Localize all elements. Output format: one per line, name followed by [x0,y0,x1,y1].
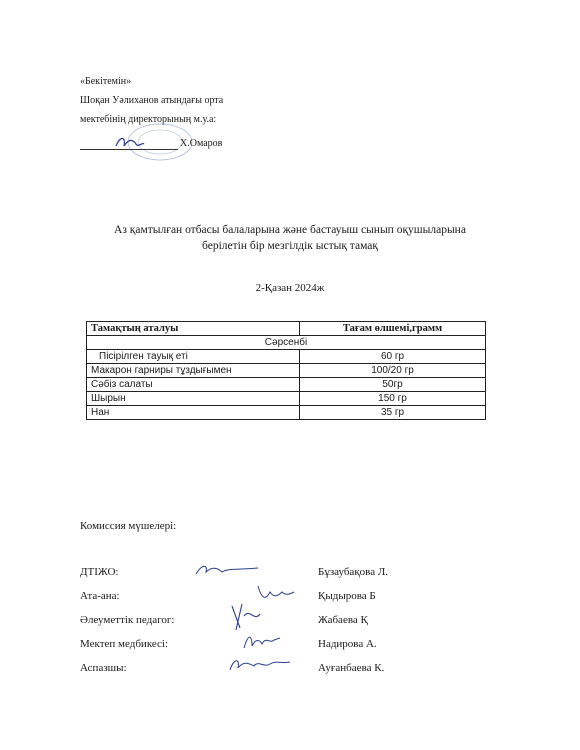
document-title-line2: берілетін бір мезгілдік ыстық тамақ [202,240,378,252]
member-name: Қыдырова Б [318,590,376,602]
handwritten-signature [240,630,310,652]
document-title-line1: Аз қамтылған отбасы балаларына және бастауыш сынып оқушыларына [114,224,466,236]
table-row [87,350,486,364]
table-row [87,406,486,420]
member-role: Мектеп медбикесі: [80,638,169,650]
member-name: Бұзаубақова Л. [318,566,389,578]
dish-portion: 35 гр [300,406,486,420]
signature-line [80,149,178,150]
member-role: Ата-ана: [80,590,120,602]
approval-signer: Х.Омаров [180,138,223,149]
member-role: Аспазшы: [80,662,127,674]
member-name: Жабаева Қ [318,614,368,626]
dish-name: Макарон гарниры тұздығымен [87,364,300,378]
commission-member [0,662,580,684]
approval-school: Шоқан Уәлиханов атындағы орта [80,95,224,106]
table-row [87,378,486,392]
handwritten-signature [226,602,296,632]
approval-heading: «Бекітемін» [80,76,132,87]
table-row [87,392,486,406]
table-header-row [87,322,486,336]
dish-name: Шырын [87,392,300,406]
handwritten-signature [192,558,262,580]
dish-portion: 100/20 гр [300,364,486,378]
dish-portion: 60 гр [300,350,486,364]
dish-name: Нан [87,406,300,420]
handwritten-signature [226,654,296,676]
menu-table [86,321,486,420]
dish-name: Пісірілген тауық еті [87,350,300,364]
member-name: Надирова А. [318,638,377,650]
dish-portion: 150 гр [300,392,486,406]
member-role: ДТІЖО: [80,566,119,578]
commission-heading: Комиссия мүшелері: [80,520,177,532]
document-date: 2-Қазан 2024ж [255,282,325,294]
table-row [87,364,486,378]
approval-position: мектебінің директорының м.у.а: [80,114,217,125]
day-label: Сәрсенбі [87,336,486,350]
column-header-portion: Тағам өлшемі,грамм [300,322,486,336]
dish-name: Сәбіз салаты [87,378,300,392]
table-day-row [87,336,486,350]
handwritten-signature [252,582,322,604]
approval-block [0,0,300,180]
dish-portion: 50гр [300,378,486,392]
member-name: Ауғанбаева К. [318,662,385,674]
member-role: Әлеуметтік педагог: [80,614,175,626]
column-header-dish: Тамақтың аталуы [87,322,300,336]
